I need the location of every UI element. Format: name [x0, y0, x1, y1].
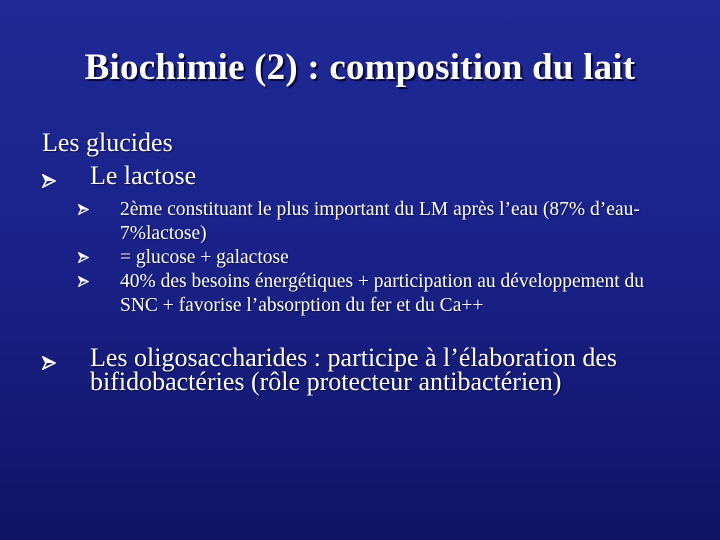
- slide-body: [42, 128, 682, 394]
- arrow-bullet-icon: [42, 356, 90, 370]
- section-heading: Les glucides: [42, 128, 173, 157]
- lactose-point-text: 2ème constituant le plus important du LM après l’eau (87% d’eau- 7%lactose): [120, 199, 640, 244]
- lactose-point: [78, 198, 682, 246]
- lactose-point: [78, 270, 682, 318]
- arrow-bullet-icon: [78, 276, 120, 287]
- oligosaccharides-text: Les oligosaccharides : participe à l’élaboration des bifidobactéries (rôle protecteur antibactérien): [90, 343, 618, 396]
- lactose-point-text: 40% des besoins énergétiques + participation au développement du SNC + favorise l’absorption du fer et du Ca++: [120, 271, 644, 316]
- lactose-label: Le lactose: [90, 161, 197, 190]
- lactose-point-text: = glucose + galactose: [120, 247, 289, 268]
- lactose-points: [78, 198, 682, 318]
- arrow-bullet-icon: [42, 174, 90, 188]
- slide-title: Biochimie (2) : composition du lait: [84, 47, 636, 88]
- bullet-oligosaccharides: [42, 343, 682, 396]
- arrow-bullet-icon: [78, 204, 120, 215]
- arrow-bullet-icon: [78, 252, 120, 263]
- lactose-point: [78, 246, 682, 270]
- bullet-lactose: [42, 161, 682, 190]
